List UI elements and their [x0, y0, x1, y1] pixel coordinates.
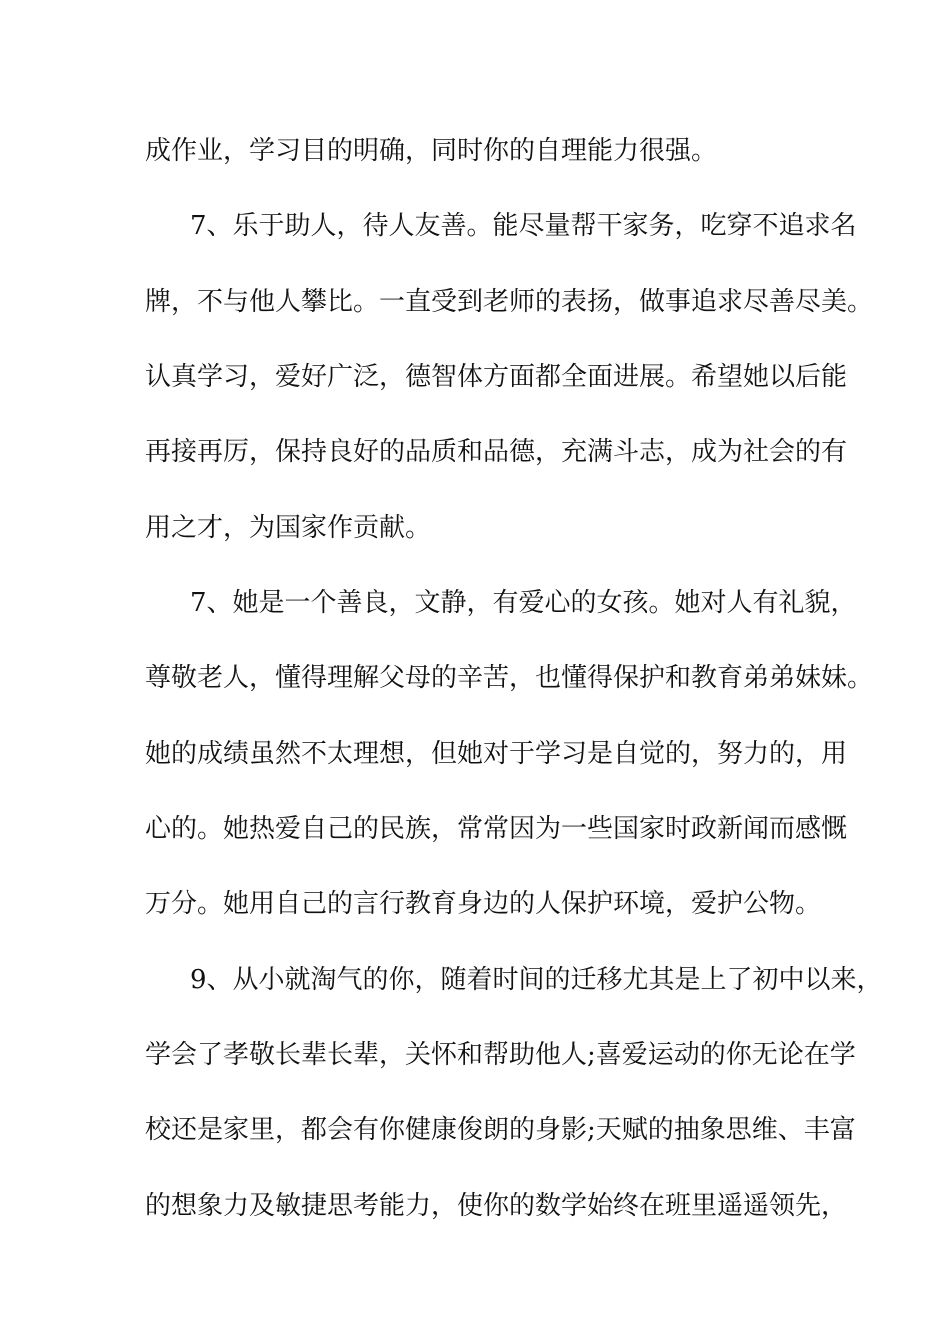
text-line: 校还是家里，都会有你健康俊朗的身影;天赋的抽象思维、丰富: [145, 1115, 856, 1145]
paragraph-start-line: 7、她是一个善良，文静，有爱心的女孩。她对人有礼貌，: [190, 588, 857, 618]
text-line: 她的成绩虽然不太理想，但她对于学习是自觉的，努力的，用: [145, 739, 848, 769]
text-line: 成作业，学习目的明确，同时你的自理能力很强。: [145, 136, 718, 166]
text-line: 的想象力及敏捷思考能力，使你的数学始终在班里遥遥领先，: [145, 1191, 848, 1221]
text-line: 尊敬老人，懂得理解父母的辛苦，也懂得保护和教育弟弟妹妹。: [145, 663, 874, 693]
text-line: 认真学习，爱好广泛，德智体方面都全面进展。希望她以后能: [145, 362, 848, 392]
paragraph-start-line: 9、从小就淘气的你，随着时间的迁移尤其是上了初中以来，: [190, 965, 883, 995]
text-line: 用之才，为国家作贡献。: [145, 513, 432, 543]
text-line: 再接再厉，保持良好的品质和品德，充满斗志，成为社会的有: [145, 437, 848, 467]
text-line: 学会了孝敬长辈长辈，关怀和帮助他人;喜爱运动的你无论在学: [145, 1040, 856, 1070]
text-line: 心的。她热爱自己的民族，常常因为一些国家时政新闻而感慨: [145, 814, 848, 844]
paragraph-start-line: 7、乐于助人，待人友善。能尽量帮干家务，吃穿不追求名: [190, 211, 857, 241]
text-line: 牌，不与他人攀比。一直受到老师的表扬，做事追求尽善尽美。: [145, 287, 874, 317]
text-line: 万分。她用自己的言行教育身边的人保护环境，爱护公物。: [145, 889, 822, 919]
